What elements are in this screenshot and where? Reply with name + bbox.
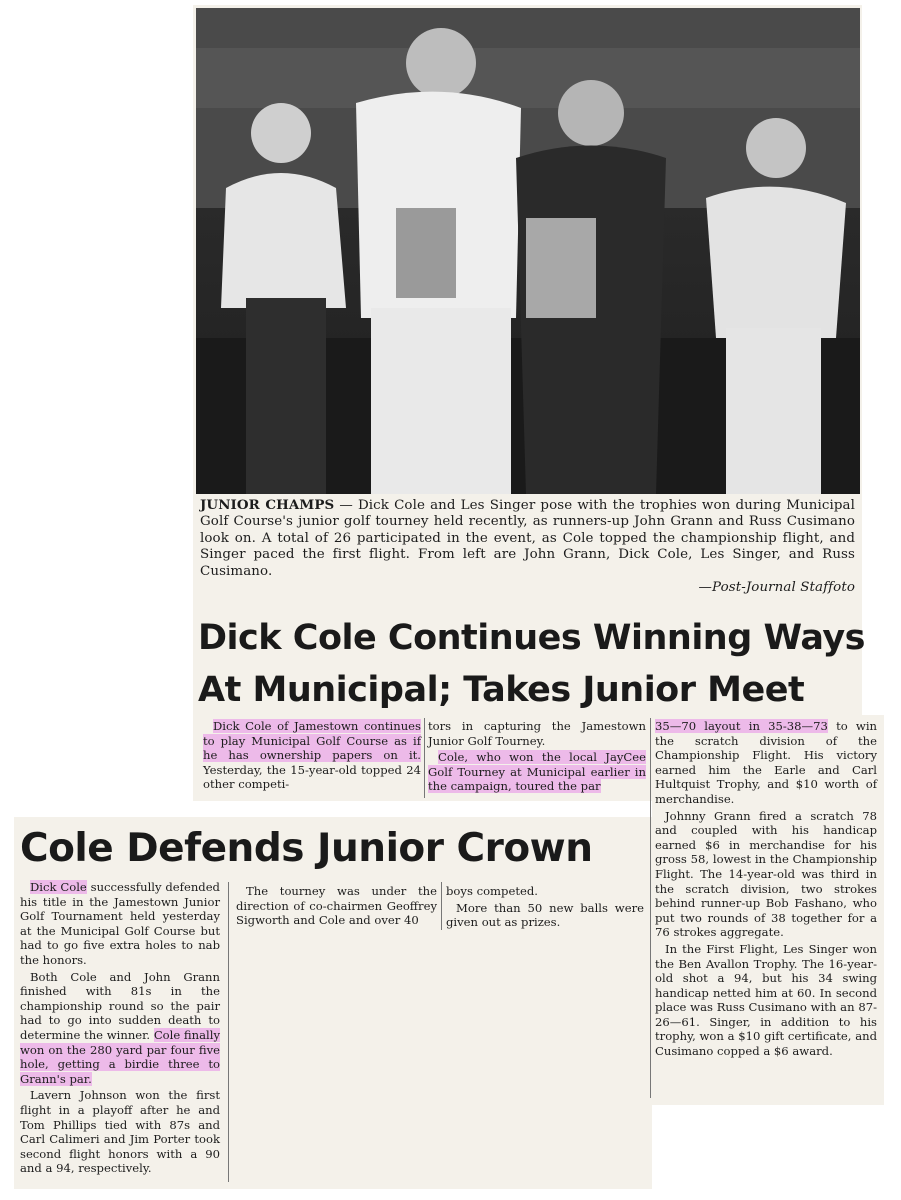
highlighted-text: Dick Cole of Jamestown continues to play Municipal Golf Course as if he has ownership papers on it.: [203, 719, 421, 763]
highlighted-text: 35—70 layout in 35-38—73: [655, 719, 828, 733]
column-rule: [228, 882, 229, 1182]
photograph-junior-champs: [196, 8, 860, 494]
article2-column-3: [446, 884, 644, 932]
body-text: Johnny Grann fired a scratch 78 and coupled with his handicap earned $6 in merchandise for his gross 58, lowest in the Championship Flight. The 14-year-old was third in the scratch division, two strokes behind runner-up Bob Fashano, who put two rounds of 38 together for a 76 strokes aggregate.: [655, 808, 877, 940]
article2-column-2: [236, 884, 437, 930]
body-text: More than 50 new balls were given out as prizes.: [446, 900, 644, 930]
photo-credit: —Post-Journal Staffoto: [698, 580, 855, 596]
body-text: In the First Flight, Les Singer won the Ben Avallon Trophy. The 16-year-old shot a 94, but his 34 swing handicap netted him at 60. In second place was Russ Cusimano with an 87-26—61. Singer, in addition to his trophy, won a $10 gift certificate, and Cusimano copped a $6 award.: [655, 941, 877, 1059]
highlighted-text: Cole, who won the local JayCee Golf Tourney at Municipal earlier in the campaign, toured the par: [428, 750, 646, 794]
article2-headline: Cole Defends Junior Crown: [20, 826, 593, 871]
body-text: The tourney was under the direction of co-chairmen Geoffrey Sigworth and Cole and over 40: [236, 884, 437, 928]
article1-column-1: [203, 719, 421, 794]
highlighted-text: Cole finally won on the 280 yard par four five hole, getting a birdie three to Grann's par.: [20, 1027, 220, 1086]
column-rule: [441, 882, 442, 930]
body-text: tors in capturing the Jamestown Junior Golf Tourney.: [428, 719, 646, 748]
body-text: successfully defended his title in the Jamestown Junior Golf Tournament held yesterday at the Municipal Golf Course but had to go five extra holes to nab the honors.: [20, 880, 220, 967]
photo-illustration: [196, 8, 860, 494]
article2-column-1: [20, 880, 220, 1178]
body-text: Yesterday, the 15-year-old topped 24 other competi-: [203, 762, 421, 792]
article1-column-3: [655, 719, 877, 1061]
highlighted-name: Dick Cole: [30, 880, 87, 894]
body-text: to win the scratch division of the Championship Flight. His victory earned him the Earle and Carl Hultquist Trophy, and $10 worth of merchandise.: [655, 719, 878, 806]
body-text: boys competed.: [446, 884, 538, 898]
body-text: Lavern Johnson won the first flight in a playoff after he and Tom Phillips tied with 87s and Carl Calimeri and Jim Porter took second flight honors with a 90 and a 94, respectively.: [20, 1088, 220, 1176]
article1-headline-line1: Dick Cole Continues Winning Ways: [198, 618, 866, 658]
article1-column-2: [428, 719, 646, 796]
caption-label: JUNIOR CHAMPS: [200, 497, 335, 513]
column-rule: [650, 718, 651, 1098]
body-text: Both Cole and John Grann finished with 81s in the championship round so the pair had to go into sudden death to determine the winner.: [20, 969, 220, 1042]
photo-caption: [200, 497, 855, 596]
column-rule: [424, 718, 425, 798]
caption-text: — Dick Cole and Les Singer pose with the trophies won during Municipal Golf Course's junior golf tourney held recently, as runners-up John Grann and Russ Cusimano look on. A total of 26 participated in the event, as Cole topped the championship flight, and Singer paced the first flight. From left are John Grann, Dick Cole, Les Singer, and Russ Cusimano.: [200, 498, 855, 579]
article1-headline-line2: At Municipal; Takes Junior Meet: [198, 670, 805, 710]
